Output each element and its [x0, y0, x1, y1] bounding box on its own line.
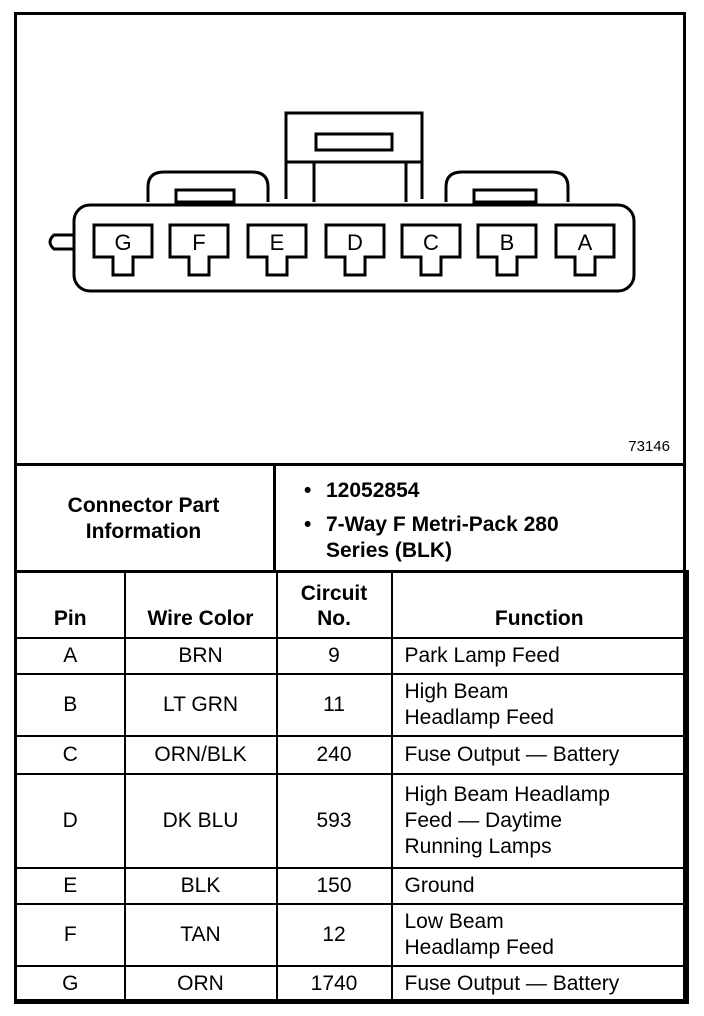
table-row	[16, 966, 688, 1003]
function-cell	[392, 774, 688, 868]
header-pin: Pin	[16, 572, 125, 639]
pin-cell: G	[16, 966, 125, 1003]
table-row	[16, 904, 688, 966]
circuit-cell: 593	[277, 774, 392, 868]
circuit-cell: 11	[277, 674, 392, 736]
circuit-cell: 12	[277, 904, 392, 966]
latch-slot	[316, 134, 392, 150]
header-circuit-line2: No.	[317, 607, 351, 630]
function-cell	[392, 868, 688, 904]
function-line-1: Fuse Output — Battery	[404, 972, 620, 995]
table-row	[16, 736, 688, 774]
info-heading	[14, 466, 276, 571]
pin-table	[14, 570, 689, 1004]
table-header-row	[16, 572, 688, 639]
function-cell	[392, 736, 688, 774]
description-line2: Series (BLK)	[326, 539, 453, 562]
header-wire-color: Wire Color	[125, 572, 277, 639]
pin-cell: E	[16, 868, 125, 904]
pin-cell: A	[16, 638, 125, 674]
function-line-2: Headlamp Feed	[404, 706, 554, 729]
connector-drawing	[14, 12, 686, 464]
function-line-1: Fuse Output — Battery	[404, 743, 620, 766]
info-details	[276, 466, 686, 571]
center-latch	[286, 113, 422, 199]
table-row	[16, 868, 688, 904]
pin-label-g: G	[114, 230, 132, 255]
function-line-1: High Beam	[404, 680, 509, 703]
function-line-2: Headlamp Feed	[404, 936, 554, 959]
wire-color-cell: BLK	[125, 868, 277, 904]
wire-color-cell: TAN	[125, 904, 277, 966]
pin-label-d: D	[347, 230, 363, 255]
function-line-1: Low Beam	[404, 910, 504, 933]
part-number: • 12052854	[304, 478, 686, 504]
wire-color-cell: LT GRN	[125, 674, 277, 736]
connector-description	[304, 512, 686, 564]
circuit-cell: 150	[277, 868, 392, 904]
header-function: Function	[392, 572, 688, 639]
table-row	[16, 774, 688, 868]
circuit-cell: 1740	[277, 966, 392, 1003]
description-line1: 7-Way F Metri-Pack 280	[326, 513, 559, 536]
pin-label-a: A	[577, 230, 593, 255]
function-line-1: High Beam Headlamp	[404, 783, 610, 806]
function-line-3: Running Lamps	[404, 835, 552, 858]
figure-number: 73146	[628, 438, 670, 455]
right-lock	[446, 172, 568, 202]
info-heading-line1: Connector Part	[67, 493, 220, 517]
wire-color-cell: ORN	[125, 966, 277, 1003]
pin-label-b: B	[499, 230, 515, 255]
pin-label-f: F	[192, 230, 206, 255]
wire-color-cell: DK BLU	[125, 774, 277, 868]
connector-part-info	[14, 463, 686, 571]
header-circuit-line1: Circuit	[300, 582, 368, 605]
connector-diagram	[14, 12, 686, 464]
pin-label-c: C	[423, 230, 439, 255]
circuit-cell: 240	[277, 736, 392, 774]
wire-color-cell: ORN/BLK	[125, 736, 277, 774]
table-row	[16, 638, 688, 674]
pin-cell: C	[16, 736, 125, 774]
left-lock	[148, 172, 268, 202]
table-row	[16, 674, 688, 736]
wire-color-cell: BRN	[125, 638, 277, 674]
function-cell	[392, 904, 688, 966]
function-line-1: Ground	[404, 874, 475, 897]
function-cell	[392, 674, 688, 736]
function-line-2: Feed — Daytime	[404, 809, 563, 832]
pin-label-e: E	[269, 230, 285, 255]
function-line-1: Park Lamp Feed	[404, 644, 560, 667]
circuit-cell: 9	[277, 638, 392, 674]
pin-cell: F	[16, 904, 125, 966]
function-cell	[392, 966, 688, 1003]
left-nub	[50, 235, 74, 249]
pin-cell: B	[16, 674, 125, 736]
pin-cell: D	[16, 774, 125, 868]
header-circuit	[277, 572, 392, 639]
info-heading-line2: Information	[85, 519, 202, 543]
function-cell	[392, 638, 688, 674]
